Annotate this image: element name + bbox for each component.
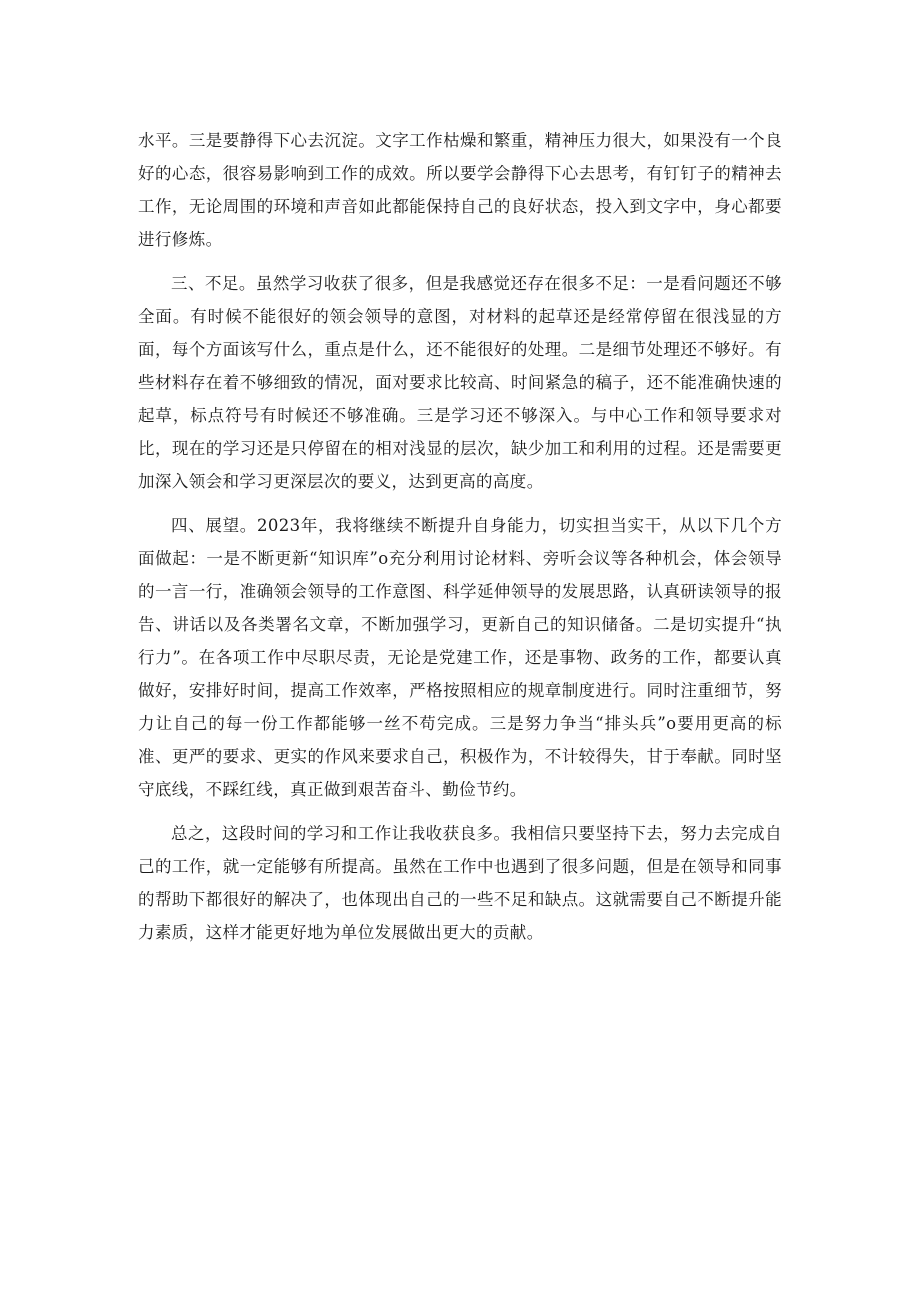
paragraph-continuation: 水平。三是要静得下心去沉淀。文字工作枯燥和繁重，精神压力很大，如果没有一个良好的心态，很容易影响到工作的成效。所以要学会静得下心去思考，有钉钉子的精神去工作，无论周围的环境和声音如此都能保持自己的良好状态，投入到文字中，身心都要进行修炼。 [138, 131, 782, 249]
paragraph-conclusion: 总之，这段时间的学习和工作让我收获良多。我相信只要坚持下去，努力去完成自己的工作，就一定能够有所提高。虽然在工作中也遇到了很多问题，但是在领导和同事的帮助下都很好的解决了，也体现出自己的一些不足和缺点。这就需要自己不断提升能力素质，这样才能更好地为单位发展做出更大的贡献。 [138, 824, 782, 942]
document-page [138, 124, 782, 949]
paragraph-outlook: 四、展望。2023年，我将继续不断提升自身能力，切实担当实干，从以下几个方面做起：一是不断更新“知识库”o充分利用讨论材料、旁听会议等各种机会，体会领导的一言一行，准确领会领导的工作意图、科学延伸领导的发展思路，认真研读领导的报告、讲话以及各类署名文章，不断加强学习，更新自己的知识储备。二是切实提升“执行力”。在各项工作中尽职尽责，无论是党建工作，还是事物、政务的工作，都要认真做好，安排好时间，提高工作效率，严格按照相应的规章制度进行。同时注重细节，努力让自己的每一份工作都能够一丝不苟完成。三是努力争当“排头兵”o要用更高的标准、更严的要求、更实的作风来要求自己，积极作为，不计较得失，甘于奉献。同时坚守底线，不踩红线，真正做到艰苦奋斗、勤俭节约。 [138, 516, 782, 799]
paragraph-shortcomings: 三、不足。虽然学习收获了很多，但是我感觉还存在很多不足：一是看问题还不够全面。有时候不能很好的领会领导的意图，对材料的起草还是经常停留在很浅显的方面，每个方面该写什么，重点是什么，还不能很好的处理。二是细节处理还不够好。有些材料存在着不够细致的情况，面对要求比较高、时间紧急的稿子，还不能准确快速的起草，标点符号有时候还不够准确。三是学习还不够深入。与中心工作和领导要求对比，现在的学习还是只停留在的相对浅显的层次，缺少加工和利用的过程。还是需要更加深入领会和学习更深层次的要义，达到更高的高度。 [138, 274, 782, 491]
